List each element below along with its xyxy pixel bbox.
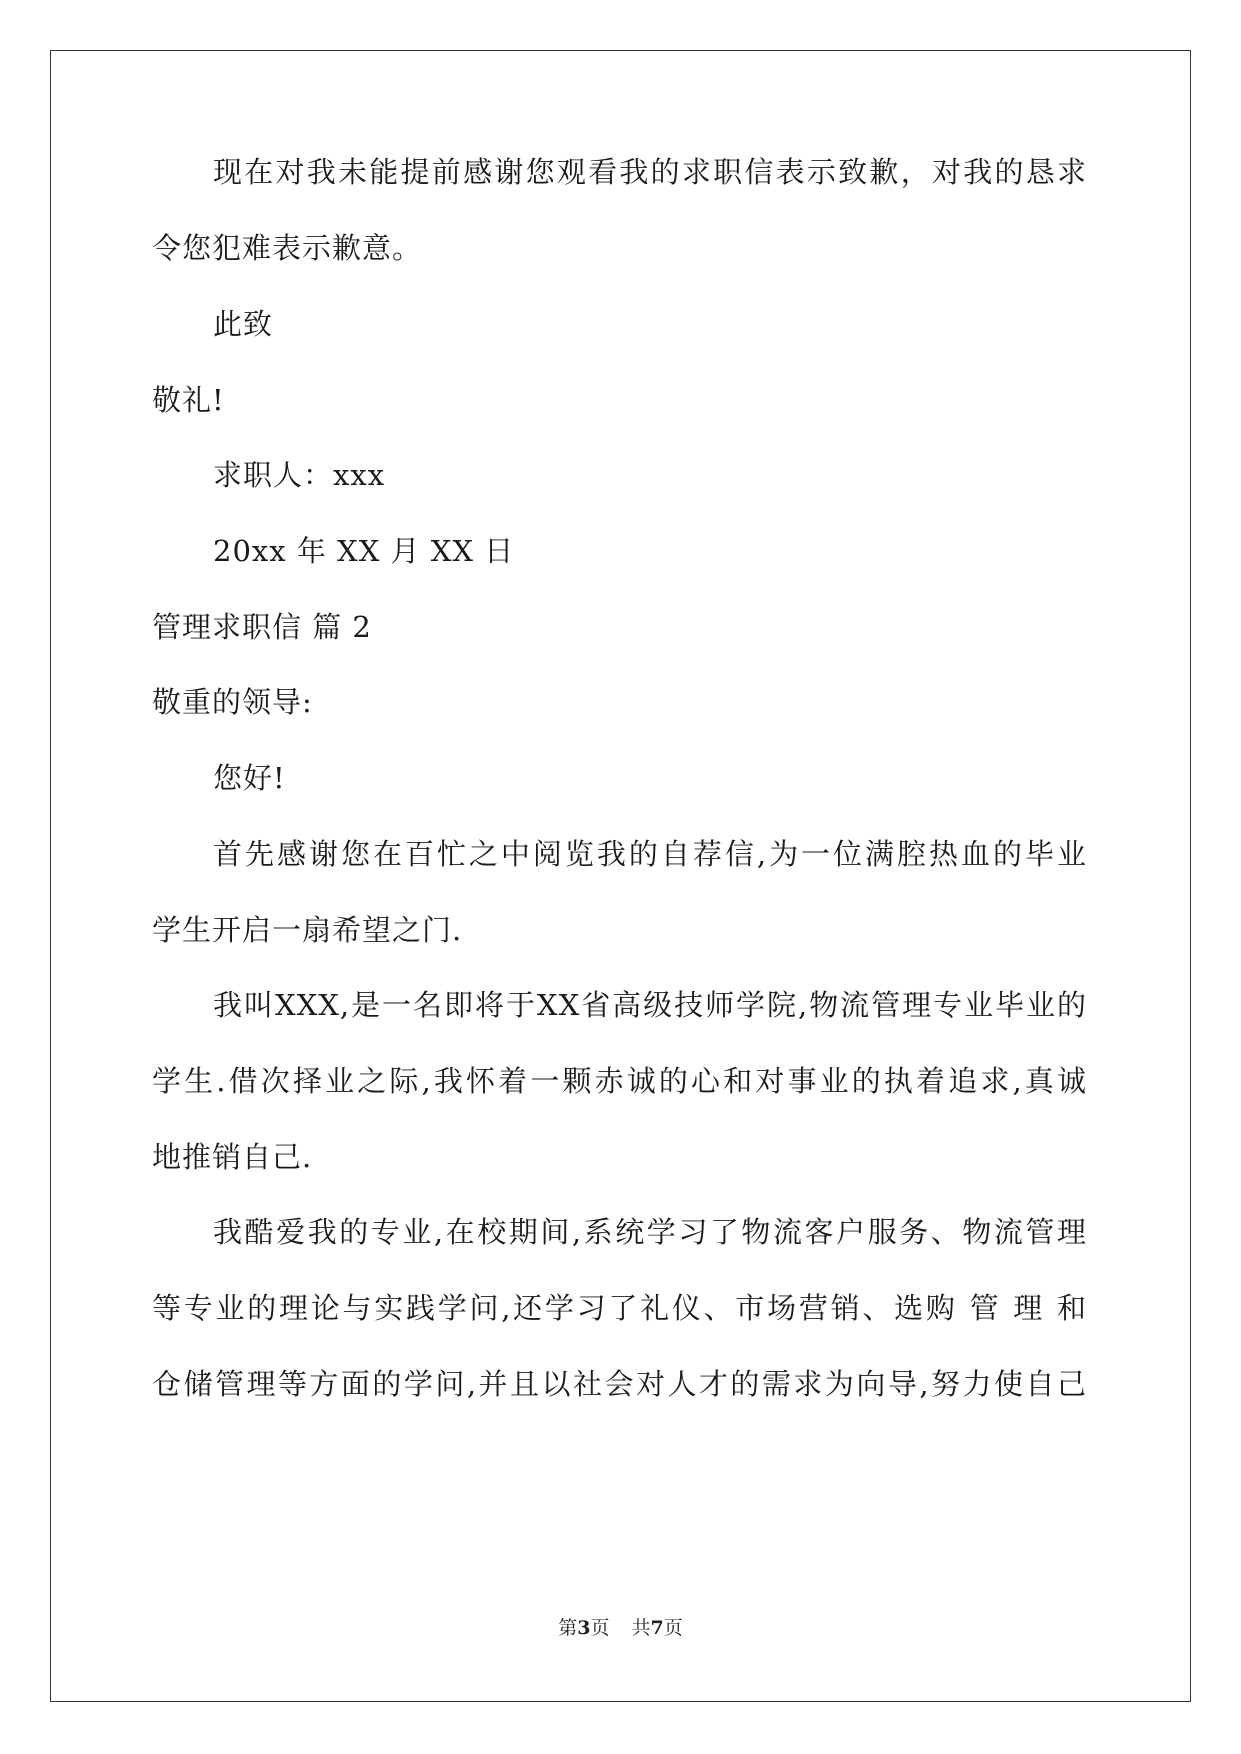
paragraph-line: 令您犯难表示歉意。 bbox=[152, 231, 423, 265]
paragraph-line: 学生.借次择业之际,我怀着一颗赤诚的心和对事业的执着追求,真诚 bbox=[152, 1064, 1087, 1098]
letter-greeting: 敬重的领导: bbox=[152, 685, 313, 719]
total-prefix: 共 bbox=[631, 1617, 651, 1639]
paragraph-line: 我叫XXX,是一名即将于XX省高级技师学院,物流管理专业毕业的 bbox=[213, 988, 1087, 1022]
paragraph-line: 现在对我未能提前感谢您观看我的求职信表示致歉，对我的恳求 bbox=[213, 155, 1087, 189]
letter-hello: 您好! bbox=[213, 761, 286, 795]
paragraph-line: 学生开启一扇希望之门. bbox=[152, 913, 463, 947]
page-footer bbox=[0, 1616, 1241, 1640]
closing-salutation: 此致 bbox=[213, 307, 274, 341]
section-heading: 管理求职信 篇 2 bbox=[152, 610, 372, 644]
page-suffix: 页 bbox=[590, 1617, 610, 1639]
closing-regards: 敬礼! bbox=[152, 383, 225, 417]
paragraph-line: 仓储管理等方面的学问,并且以社会对人才的需求为向导,努力使自己 bbox=[152, 1367, 1087, 1401]
paragraph-line: 地推销自己. bbox=[152, 1140, 313, 1174]
total-suffix: 页 bbox=[663, 1617, 683, 1639]
applicant-signature: 求职人：xxx bbox=[213, 458, 386, 492]
page-number: 3 bbox=[577, 1617, 591, 1639]
paragraph-line: 等专业的理论与实践学问,还学习了礼仪、市场营销、选购 管 理 和 bbox=[152, 1291, 1087, 1325]
paragraph-line: 我酷爱我的专业,在校期间,系统学习了物流客户服务、物流管理 bbox=[213, 1215, 1087, 1249]
total-pages: 7 bbox=[650, 1617, 664, 1639]
page-border bbox=[50, 50, 1191, 1702]
page-prefix: 第 bbox=[558, 1617, 578, 1639]
letter-date: 20xx 年 XX 月 XX 日 bbox=[213, 534, 515, 568]
paragraph-line: 首先感谢您在百忙之中阅览我的自荐信,为一位满腔热血的毕业 bbox=[213, 837, 1087, 871]
